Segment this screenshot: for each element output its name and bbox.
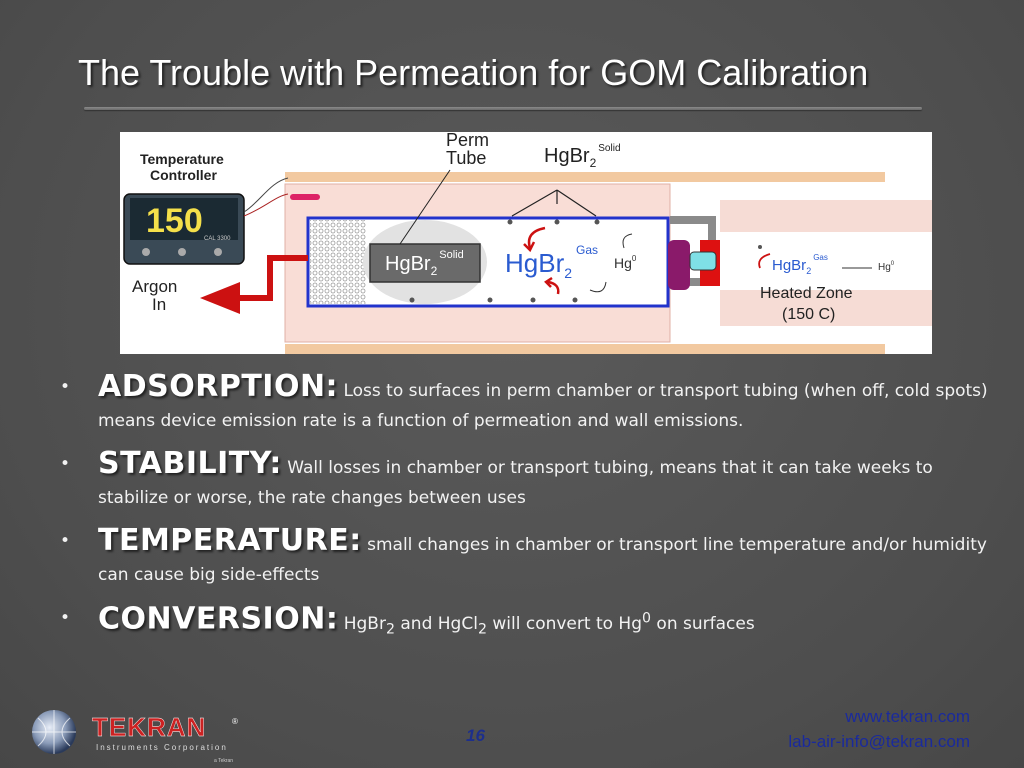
controller-display: 150: [146, 202, 203, 240]
bullet-list: [58, 369, 988, 657]
controller-model: CAL 3300: [204, 236, 231, 242]
logo-tagline: Instruments Corporation: [96, 743, 228, 752]
bullet-text: small changes in chamber or transport line temperature and/or humidity can cause big side-effects: [98, 535, 987, 585]
logo-small: a Tekran: [214, 758, 234, 764]
title-divider: [84, 107, 922, 110]
bullet-adsorption: [58, 369, 988, 436]
heated-zone-line2: (150 C): [782, 306, 836, 323]
controller-label-line2: Controller: [150, 167, 217, 183]
hgbr2-solid-box-label: HgBr$_2^{Solid}$: [385, 249, 464, 278]
cyan-connector: [690, 252, 716, 270]
permeation-diagram: [120, 132, 932, 354]
bullet-stability: [58, 446, 988, 513]
bullet-text: Wall losses in chamber or transport tubing, means that it can take weeks to stabilize or worse, the rate changes between uses: [98, 458, 933, 508]
bullet-heading: ADSORPTION:: [98, 369, 339, 404]
outer-tube-bottom: [285, 344, 885, 354]
hg0-label: Hg$^0$: [614, 254, 637, 271]
logo-registered: ®: [232, 717, 238, 726]
page-number: 16: [466, 726, 485, 745]
bullet-dot: •: [60, 454, 71, 474]
outer-tube-top: [285, 172, 885, 182]
bullet-dot: •: [60, 531, 71, 551]
heater-element: [290, 194, 320, 200]
valve: [668, 240, 690, 290]
hg0-small-label: Hg$^0$: [878, 261, 895, 273]
perm-tube-line1: Perm: [446, 132, 490, 150]
hgbr2-gas-label: HgBr$_2^{Gas}$: [505, 243, 599, 281]
perm-tube-line2: Tube: [446, 148, 487, 168]
website-link[interactable]: www.tekran.com: [845, 707, 970, 726]
bullet-dot: •: [60, 377, 71, 397]
hgbr2-solid-top-label: HgBr$_2^{Solid}$: [544, 143, 621, 170]
footer-links: [788, 704, 970, 754]
bullet-text: HgBr$_2$ and HgCl$_2$ will convert to Hg$^0$ on surfaces: [338, 610, 755, 638]
bullet-heading: CONVERSION:: [98, 601, 339, 637]
bullet-heading: TEMPERATURE:: [98, 523, 362, 558]
argon-line1: Argon: [132, 277, 178, 296]
bullet-temperature: [58, 523, 988, 590]
bullet-conversion: [58, 603, 988, 644]
tekran-logo[interactable]: [18, 706, 250, 766]
bullet-dot: •: [60, 608, 71, 628]
logo-name: TEKRAN: [92, 712, 207, 742]
hgbr2-gas-small-label: HgBr$_2^{Gas}$: [772, 253, 828, 276]
argon-line2: In: [152, 295, 167, 314]
packing-material: [310, 220, 366, 304]
bullet-heading: STABILITY:: [98, 446, 282, 481]
bullet-text: Loss to surfaces in perm chamber or transport tubing (when off, cold spots) means device emission rate is a function of permeation and wall emissions.: [98, 381, 988, 431]
heated-zone-line1: Heated Zone: [760, 285, 853, 302]
controller-label-line1: Temperature: [140, 151, 224, 167]
email-link[interactable]: lab-air-info@tekran.com: [788, 732, 970, 751]
slide-title: The Trouble with Permeation for GOM Calibration: [78, 52, 869, 93]
